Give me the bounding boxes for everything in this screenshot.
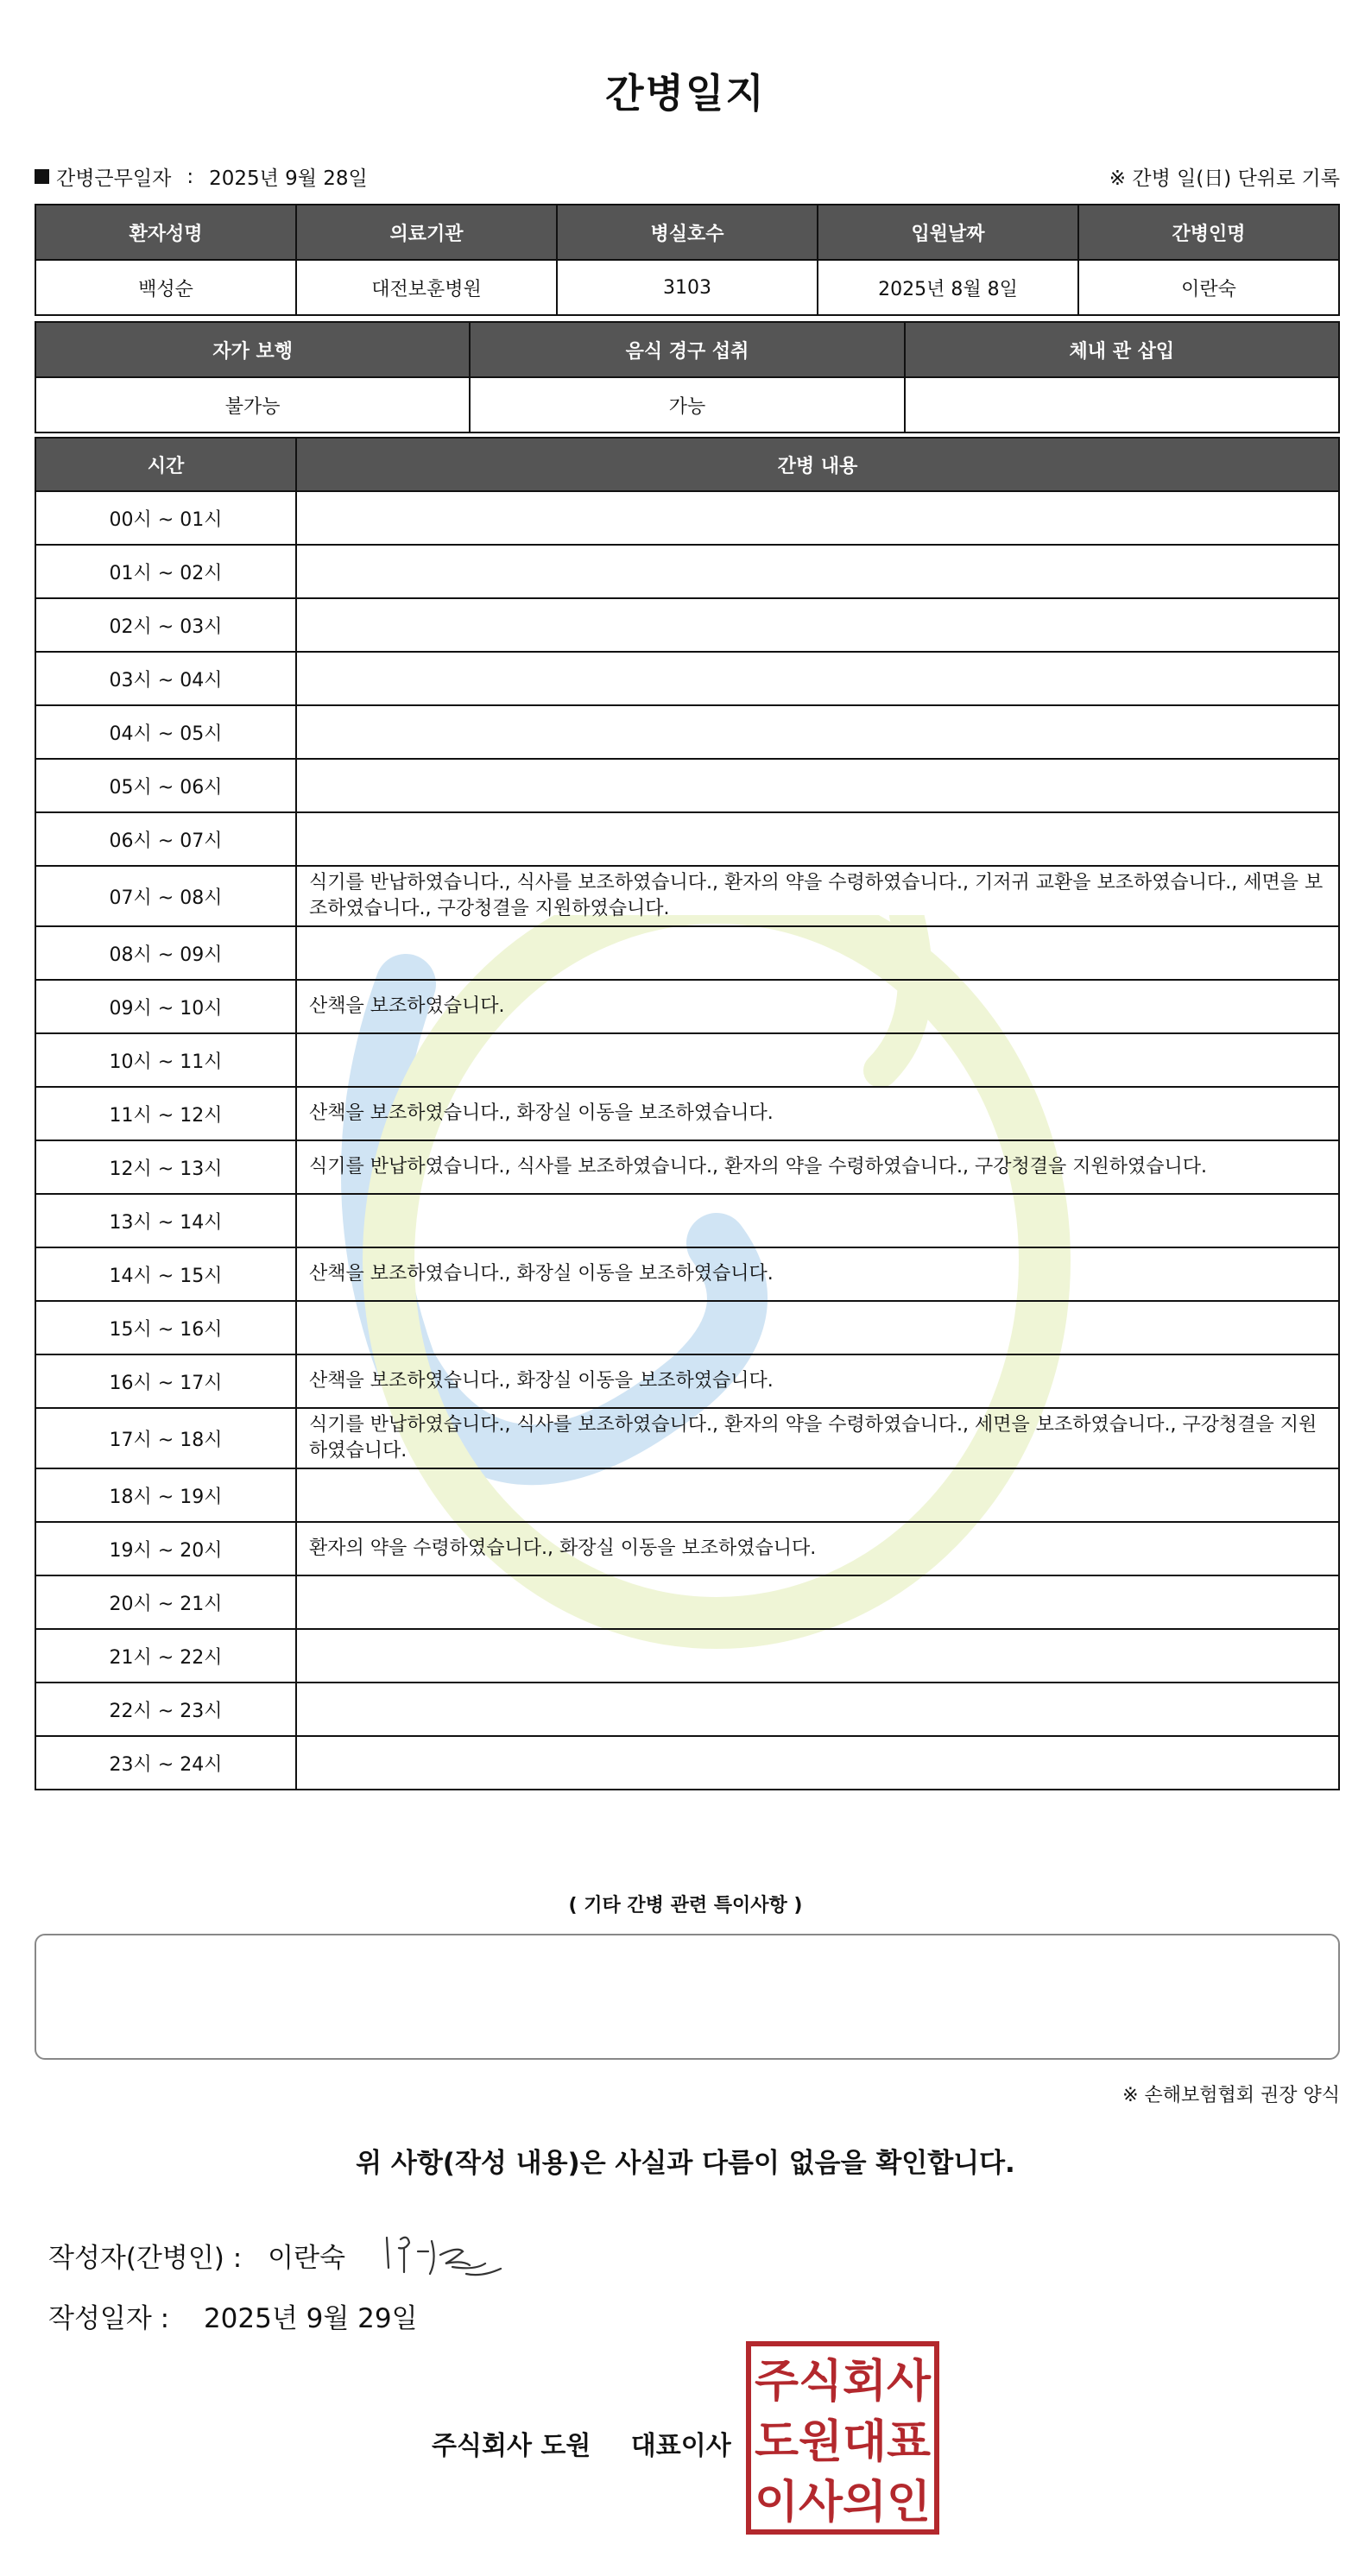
record-unit-note: ※ 간병 일(日) 단위로 기록 (1109, 167, 1340, 190)
log-content-cell: 식기를 반납하였습니다., 식사를 보조하였습니다., 환자의 약을 수령하였습니다., 기저귀 교환을 보조하였습니다., 세면을 보조하였습니다., 구강청결을 지원하였습니다. (296, 866, 1339, 926)
table-header-row (35, 438, 1339, 491)
care-log-body (35, 491, 1339, 1790)
log-time-cell: 08시 ~ 09시 (35, 926, 296, 980)
table-row (35, 759, 1339, 812)
written-date-label: 작성일자 : (48, 2303, 170, 2334)
log-time-cell: 11시 ~ 12시 (35, 1087, 296, 1140)
notes-box (35, 1934, 1340, 2060)
table-row (35, 545, 1339, 598)
log-time-cell: 16시 ~ 17시 (35, 1354, 296, 1408)
table-row (35, 1408, 1339, 1468)
header-time: 시간 (35, 438, 296, 491)
log-content-cell (296, 545, 1339, 598)
log-content-cell (296, 1736, 1339, 1790)
table-row (35, 1629, 1339, 1683)
log-content-cell: 식기를 반납하였습니다., 식사를 보조하였습니다., 환자의 약을 수령하였습니다., 세면을 보조하였습니다., 구강청결을 지원하였습니다. (296, 1408, 1339, 1468)
log-content-cell (296, 926, 1339, 980)
log-content-cell (296, 1629, 1339, 1683)
log-content-cell (296, 1575, 1339, 1629)
log-content-cell: 산책을 보조하였습니다., 화장실 이동을 보조하였습니다. (296, 1087, 1339, 1140)
log-time-cell: 06시 ~ 07시 (35, 812, 296, 866)
table-row (35, 1194, 1339, 1247)
form-source-note: ※ 손해보험협회 권장 양식 (1122, 2085, 1340, 2106)
table-row (35, 1468, 1339, 1522)
log-time-cell: 14시 ~ 15시 (35, 1247, 296, 1301)
log-content-cell (296, 1301, 1339, 1354)
confirm-statement: 위 사항(작성 내용)은 사실과 다름이 없음을 확인합니다. (356, 2148, 1015, 2179)
log-time-cell: 18시 ~ 19시 (35, 1468, 296, 1522)
table-row (35, 1736, 1339, 1790)
table-row (35, 812, 1339, 866)
table-row (35, 1575, 1339, 1629)
log-content-cell (296, 1683, 1339, 1736)
representative-label: 대표이사 (630, 2431, 731, 2461)
care-log-table (35, 437, 1340, 1790)
log-time-cell: 12시 ~ 13시 (35, 1140, 296, 1194)
log-time-cell: 20시 ~ 21시 (35, 1575, 296, 1629)
log-time-cell: 00시 ~ 01시 (35, 491, 296, 545)
patient-name: 백성순 (35, 260, 296, 315)
page-title: 간병일지 (605, 70, 766, 117)
room-number: 3103 (557, 260, 818, 315)
work-date-value: 2025년 9월 28일 (209, 167, 368, 190)
written-date-value: 2025년 9월 29일 (203, 2303, 418, 2334)
header-admission-date: 입원날짜 (818, 205, 1078, 260)
company-line (432, 2424, 731, 2462)
log-content-cell (296, 1468, 1339, 1522)
log-time-cell: 23시 ~ 24시 (35, 1736, 296, 1790)
table-row (35, 1247, 1339, 1301)
log-time-cell: 19시 ~ 20시 (35, 1522, 296, 1575)
patient-info-table (35, 204, 1340, 316)
header-patient-name: 환자성명 (35, 205, 296, 260)
table-row (35, 705, 1339, 759)
log-content-cell (296, 705, 1339, 759)
header-self-walking: 자가 보행 (35, 322, 470, 377)
work-date (35, 162, 368, 191)
notes-title: ( 기타 간병 관련 특이사항 ) (568, 1895, 803, 1916)
log-time-cell: 21시 ~ 22시 (35, 1629, 296, 1683)
signature-image (380, 2229, 509, 2281)
header-caregiver-name: 간병인명 (1078, 205, 1339, 260)
log-content-cell: 환자의 약을 수령하였습니다., 화장실 이동을 보조하였습니다. (296, 1522, 1339, 1575)
log-time-cell: 17시 ~ 18시 (35, 1408, 296, 1468)
table-row (35, 1301, 1339, 1354)
company-seal (746, 2341, 939, 2535)
table-row (35, 926, 1339, 980)
table-row (35, 652, 1339, 705)
patient-status-table (35, 321, 1340, 433)
square-bullet-icon (35, 169, 49, 184)
log-time-cell: 09시 ~ 10시 (35, 980, 296, 1033)
writer-line (48, 2229, 509, 2281)
log-time-cell: 05시 ~ 06시 (35, 759, 296, 812)
table-row (35, 377, 1339, 432)
header-tube-insertion: 체내 관 삽입 (905, 322, 1339, 377)
log-content-cell: 산책을 보조하였습니다. (296, 980, 1339, 1033)
admission-date: 2025년 8월 8일 (818, 260, 1078, 315)
written-date-line (48, 2296, 418, 2335)
log-time-cell: 07시 ~ 08시 (35, 866, 296, 926)
log-content-cell: 산책을 보조하였습니다., 화장실 이동을 보조하였습니다. (296, 1247, 1339, 1301)
seal-text-row: 도원대표 (755, 2416, 931, 2468)
log-content-cell (296, 812, 1339, 866)
work-date-label: 간병근무일자 (56, 167, 172, 190)
table-row (35, 1354, 1339, 1408)
table-row (35, 1087, 1339, 1140)
table-row (35, 1683, 1339, 1736)
hospital-name: 대전보훈병원 (296, 260, 557, 315)
table-header-row (35, 205, 1339, 260)
log-content-cell (296, 491, 1339, 545)
tube-insertion-value (905, 377, 1339, 432)
log-content-cell: 산책을 보조하였습니다., 화장실 이동을 보조하였습니다. (296, 1354, 1339, 1408)
writer-name: 이란숙 (268, 2242, 346, 2274)
oral-intake-value: 가능 (470, 377, 904, 432)
table-row (35, 866, 1339, 926)
header-care-content: 간병 내용 (296, 438, 1339, 491)
log-time-cell: 01시 ~ 02시 (35, 545, 296, 598)
company-name: 주식회사 도원 (432, 2431, 591, 2461)
seal-text-row: 이사의인 (755, 2477, 931, 2529)
log-time-cell: 22시 ~ 23시 (35, 1683, 296, 1736)
header-oral-intake: 음식 경구 섭취 (470, 322, 904, 377)
table-row (35, 491, 1339, 545)
table-row (35, 1033, 1339, 1087)
table-row (35, 980, 1339, 1033)
writer-label: 작성자(간병인) : (48, 2242, 243, 2274)
work-date-separator: : (186, 165, 194, 188)
caregiver-name: 이란숙 (1078, 260, 1339, 315)
log-time-cell: 04시 ~ 05시 (35, 705, 296, 759)
log-content-cell (296, 1194, 1339, 1247)
self-walking-value: 불가능 (35, 377, 470, 432)
log-time-cell: 10시 ~ 11시 (35, 1033, 296, 1087)
log-time-cell: 15시 ~ 16시 (35, 1301, 296, 1354)
log-content-cell (296, 598, 1339, 652)
table-row (35, 1140, 1339, 1194)
log-time-cell: 02시 ~ 03시 (35, 598, 296, 652)
header-room: 병실호수 (557, 205, 818, 260)
header-hospital: 의료기관 (296, 205, 557, 260)
log-content-cell (296, 759, 1339, 812)
table-row (35, 260, 1339, 315)
log-content-cell: 식기를 반납하였습니다., 식사를 보조하였습니다., 환자의 약을 수령하였습니다., 구강청결을 지원하였습니다. (296, 1140, 1339, 1194)
table-row (35, 598, 1339, 652)
log-time-cell: 13시 ~ 14시 (35, 1194, 296, 1247)
table-header-row (35, 322, 1339, 377)
log-content-cell (296, 652, 1339, 705)
seal-text-row: 주식회사 (755, 2356, 932, 2408)
log-content-cell (296, 1033, 1339, 1087)
log-time-cell: 03시 ~ 04시 (35, 652, 296, 705)
table-row (35, 1522, 1339, 1575)
